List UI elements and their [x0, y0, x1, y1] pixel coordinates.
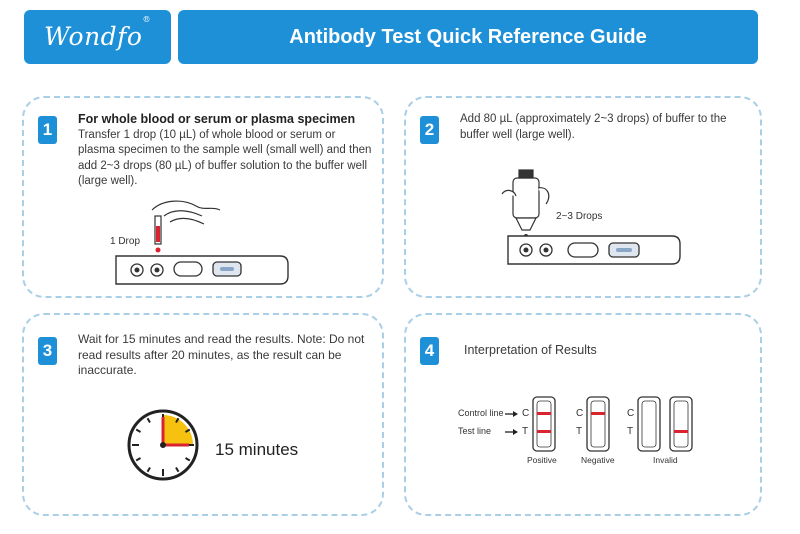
step-1-text: Transfer 1 drop (10 µL) of whole blood or serum or plasma specimen to the sample well (small well) and then add 2~3 drops (80 µL) of buffer solution to the buffer well (large well). — [78, 128, 372, 187]
c-letter: C — [576, 408, 584, 419]
step-number: 4 — [420, 337, 439, 365]
step-number: 1 — [38, 116, 57, 144]
step-4-title: Interpretation of Results — [464, 343, 597, 357]
step-2-illustration — [406, 98, 760, 296]
t-letter: T — [627, 426, 634, 437]
step-1-illustration — [24, 98, 382, 296]
step-2-text: Add 80 µL (approximately 2~3 drops) of buffer to the buffer well (large well). — [460, 113, 727, 141]
registered-mark: ® — [142, 15, 151, 24]
brand-logo: Wondfo® — [24, 10, 171, 64]
test-line — [674, 430, 688, 433]
blood-drop — [156, 226, 160, 242]
test-line-label: Test line — [458, 426, 492, 436]
page-title: Antibody Test Quick Reference Guide — [178, 10, 758, 64]
step-number: 3 — [38, 337, 57, 365]
one-drop-label: 1 Drop — [110, 236, 141, 247]
step-2-card — [404, 96, 762, 298]
invalid-strips — [406, 315, 760, 514]
buffer-bottle-icon — [502, 170, 549, 230]
drops-label: 2~3 Drops — [556, 211, 603, 222]
result-name: Positive — [527, 455, 557, 465]
t-letter: T — [522, 426, 529, 437]
control-line-label: Control line — [458, 408, 504, 418]
pipette-hand-icon — [152, 201, 220, 244]
c-letter: C — [522, 408, 530, 419]
step-4-card — [404, 313, 762, 516]
step-3-text: Wait for 15 minutes and read the results. Note: Do not read results after 20 minutes, as the result can be inaccurate. — [78, 332, 365, 377]
result-name: Invalid — [653, 455, 678, 465]
timer-label: 15 minutes — [215, 440, 299, 459]
step-1-heading: For whole blood or serum or plasma specimen — [78, 112, 356, 126]
result-name: Negative — [581, 455, 615, 465]
test-cassette — [116, 256, 288, 284]
step-1-card — [22, 96, 384, 298]
c-letter: C — [627, 408, 635, 419]
blood-drop-falling — [156, 248, 161, 253]
timer-clock-icon — [24, 315, 382, 514]
t-letter: T — [576, 426, 583, 437]
test-cassette — [508, 236, 680, 264]
step-3-card — [22, 313, 384, 516]
step-number: 2 — [420, 116, 439, 144]
